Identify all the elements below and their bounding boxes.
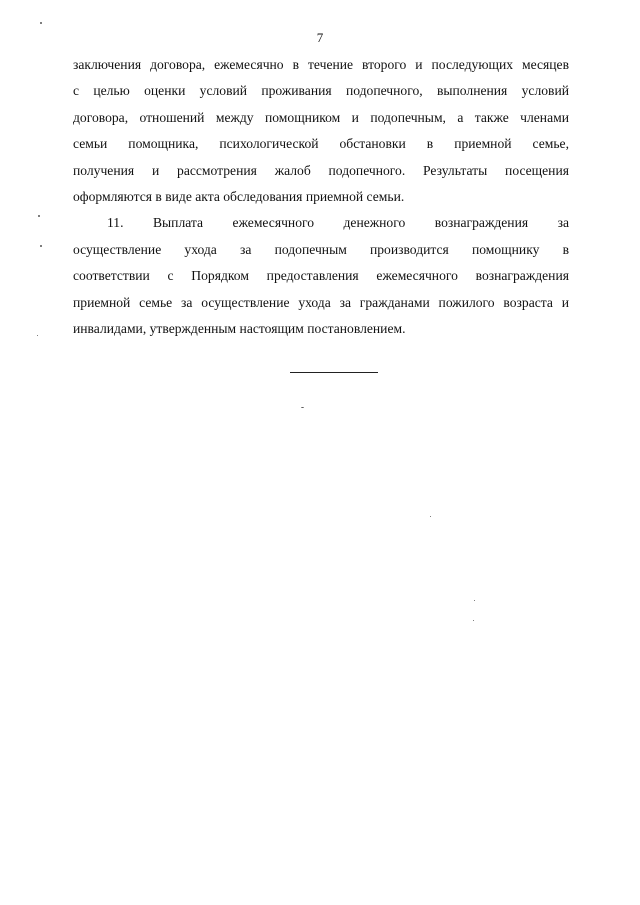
text-line: заключения договора, ежемесячно в течение второго и последующих месяцев: [73, 57, 569, 72]
text-line: 11. Выплата ежемесячного денежного вознаграждения за: [107, 215, 569, 231]
scan-speck: [430, 516, 431, 517]
text-line: оформляются в виде акта обследования приемной семьи.: [73, 188, 405, 204]
scan-speck: [37, 335, 38, 336]
text-line: договора, отношений между помощником и подопечным, а также членами: [73, 109, 569, 125]
text-line: получения и рассмотрения жалоб подопечного. Результаты посещения: [73, 162, 569, 178]
end-separator-line: [290, 372, 378, 373]
text-line: соответствии с Порядком предоставления ежемесячного вознаграждения: [73, 268, 569, 284]
text-line: осуществление ухода за подопечным производится помощнику в: [73, 241, 569, 257]
scan-speck: [38, 215, 40, 217]
scan-speck: [473, 620, 474, 621]
scan-speck: [474, 600, 475, 601]
page-number: 7: [316, 30, 324, 45]
text-line: приемной семье за осуществление ухода за гражданами пожилого возраста и: [73, 294, 569, 310]
scan-speck: [40, 22, 42, 24]
text-line: семьи помощника, психологической обстановки в приемной семье,: [73, 136, 569, 152]
text-line: с целью оценки условий проживания подопечного, выполнения условий: [73, 83, 569, 99]
document-body: [73, 52, 569, 342]
scan-speck: [40, 245, 42, 247]
text-line: инвалидами, утвержденным настоящим постановлением.: [73, 320, 406, 336]
scan-speck: [301, 407, 304, 408]
